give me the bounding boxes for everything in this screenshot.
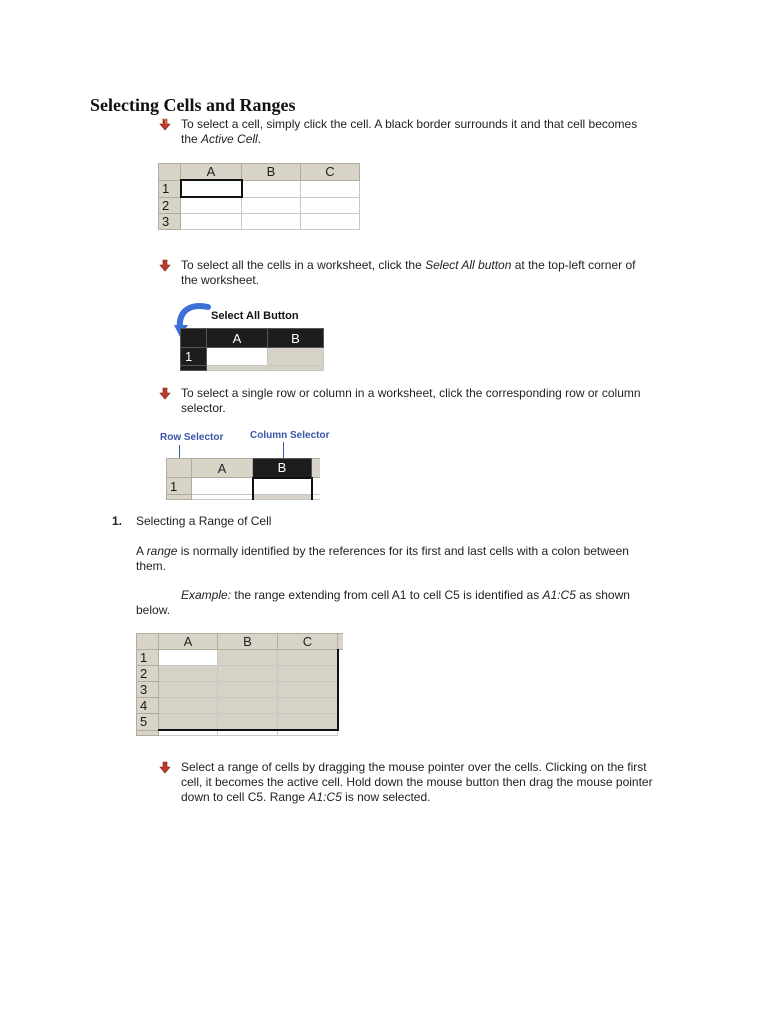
bullet4-line2: cell, it becomes the active cell. Hold down the mouse button then drag the mouse pointer [181, 775, 653, 789]
bullet3-line1: To select a single row or column in a worksheet, click the corresponding row or column [181, 386, 641, 400]
select-all-corner[interactable] [137, 634, 159, 650]
select-all-button[interactable] [181, 329, 207, 348]
cell[interactable] [301, 180, 360, 197]
row-header[interactable] [137, 730, 159, 736]
bullet4-line1: Select a range of cells by dragging the mouse pointer over the cells. Clicking on the first [181, 760, 647, 774]
cell[interactable] [181, 197, 242, 214]
column-header[interactable]: C [278, 634, 338, 650]
cell[interactable] [312, 478, 321, 495]
active-cell[interactable] [159, 650, 218, 666]
cell[interactable] [181, 214, 242, 230]
column-header[interactable] [312, 459, 321, 478]
section-number: 1. [112, 514, 123, 528]
grid-row-column-selector [166, 458, 320, 500]
cell[interactable] [218, 682, 278, 698]
row-header[interactable]: 3 [159, 214, 181, 230]
bullet4-line3: down to cell C5. Range A1:C5 is now selected. [181, 790, 431, 804]
column-header[interactable]: A [181, 164, 242, 181]
selected-column-cell[interactable] [253, 495, 312, 500]
select-all-callout: Select All Button [211, 310, 299, 322]
cell[interactable] [218, 698, 278, 714]
cell[interactable] [218, 666, 278, 682]
select-all-corner[interactable] [167, 459, 192, 478]
column-header-selected[interactable]: B [253, 459, 312, 478]
cell[interactable] [207, 366, 268, 371]
cell[interactable] [218, 650, 278, 666]
row-header[interactable] [167, 495, 192, 500]
column-header[interactable]: A [192, 459, 253, 478]
bullet-arrow-icon [158, 259, 172, 273]
select-all-corner[interactable] [159, 164, 181, 181]
cell[interactable] [242, 214, 301, 230]
example-paragraph-line2: below. [136, 603, 171, 617]
cell[interactable] [159, 698, 218, 714]
row-header[interactable]: 5 [137, 714, 159, 731]
column-header[interactable]: A [159, 634, 218, 650]
cell[interactable] [278, 714, 338, 731]
cell[interactable] [207, 348, 268, 366]
row-header[interactable]: 4 [137, 698, 159, 714]
column-header[interactable]: B [268, 329, 324, 348]
row-header[interactable] [181, 366, 207, 371]
bullet2-line2: the worksheet. [181, 273, 260, 287]
cell[interactable] [278, 682, 338, 698]
bullet3-text [181, 386, 741, 416]
cell[interactable] [218, 714, 278, 731]
range-paragraph [136, 544, 696, 574]
cell[interactable] [268, 366, 324, 371]
active-cell[interactable] [181, 180, 242, 197]
range-paragraph-line2: them. [136, 559, 167, 573]
cell[interactable] [242, 180, 301, 197]
column-selector-pointer [283, 442, 284, 458]
column-header[interactable] [338, 634, 344, 650]
section-heading: Selecting a Range of Cell [136, 514, 272, 528]
cell[interactable] [159, 682, 218, 698]
page-title: Selecting Cells and Ranges [90, 95, 296, 115]
bullet-arrow-icon [158, 761, 172, 775]
cell[interactable] [301, 214, 360, 230]
cell[interactable] [192, 495, 253, 500]
row-header[interactable]: 1 [167, 478, 192, 495]
bullet-arrow-icon [158, 118, 172, 132]
cell[interactable] [278, 730, 338, 736]
column-header[interactable]: C [301, 164, 360, 181]
cell[interactable] [242, 197, 301, 214]
column-selector-label: Column Selector [250, 430, 330, 441]
row-header[interactable]: 2 [137, 666, 159, 682]
cell[interactable] [218, 730, 278, 736]
row-header[interactable]: 1 [159, 180, 181, 197]
cell[interactable] [301, 197, 360, 214]
bullet1-line1: To select a cell, simply click the cell. A black border surrounds it and that cell becomes [181, 117, 638, 131]
grid-range-a1-c5 [136, 633, 343, 736]
example-paragraph [136, 588, 696, 618]
selected-column-cell[interactable] [253, 478, 312, 495]
row-header[interactable]: 1 [137, 650, 159, 666]
cell[interactable] [312, 495, 321, 500]
cell[interactable] [278, 650, 338, 666]
column-header[interactable]: B [242, 164, 301, 181]
cell[interactable] [278, 666, 338, 682]
bullet1-line2: the Active Cell. [181, 132, 262, 146]
cell[interactable] [192, 478, 253, 495]
cell[interactable] [268, 348, 324, 366]
bullet2-line1: To select all the cells in a worksheet, click the Select All button at the top-left corner of [181, 258, 636, 272]
bullet1-text [181, 117, 741, 147]
bullet3-line2: selector. [181, 401, 226, 415]
bullet2-text [181, 258, 741, 288]
cell[interactable] [278, 698, 338, 714]
cell[interactable] [159, 666, 218, 682]
grid-select-all [180, 328, 324, 371]
bullet-arrow-icon [158, 387, 172, 401]
column-header[interactable]: B [218, 634, 278, 650]
row-header[interactable]: 1 [181, 348, 207, 366]
row-selector-label: Row Selector [160, 432, 224, 443]
cell[interactable] [159, 730, 218, 736]
row-header[interactable]: 2 [159, 197, 181, 214]
bullet4-text [181, 760, 751, 805]
column-header[interactable]: A [207, 329, 268, 348]
row-header[interactable]: 3 [137, 682, 159, 698]
grid-active-cell [158, 163, 360, 230]
example-paragraph-line1: Example: the range extending from cell A1 to cell C5 is identified as A1:C5 as shown [181, 588, 630, 602]
cell[interactable] [159, 714, 218, 731]
range-paragraph-line1: A range is normally identified by the references for its first and last cells with a colon between [136, 544, 629, 558]
